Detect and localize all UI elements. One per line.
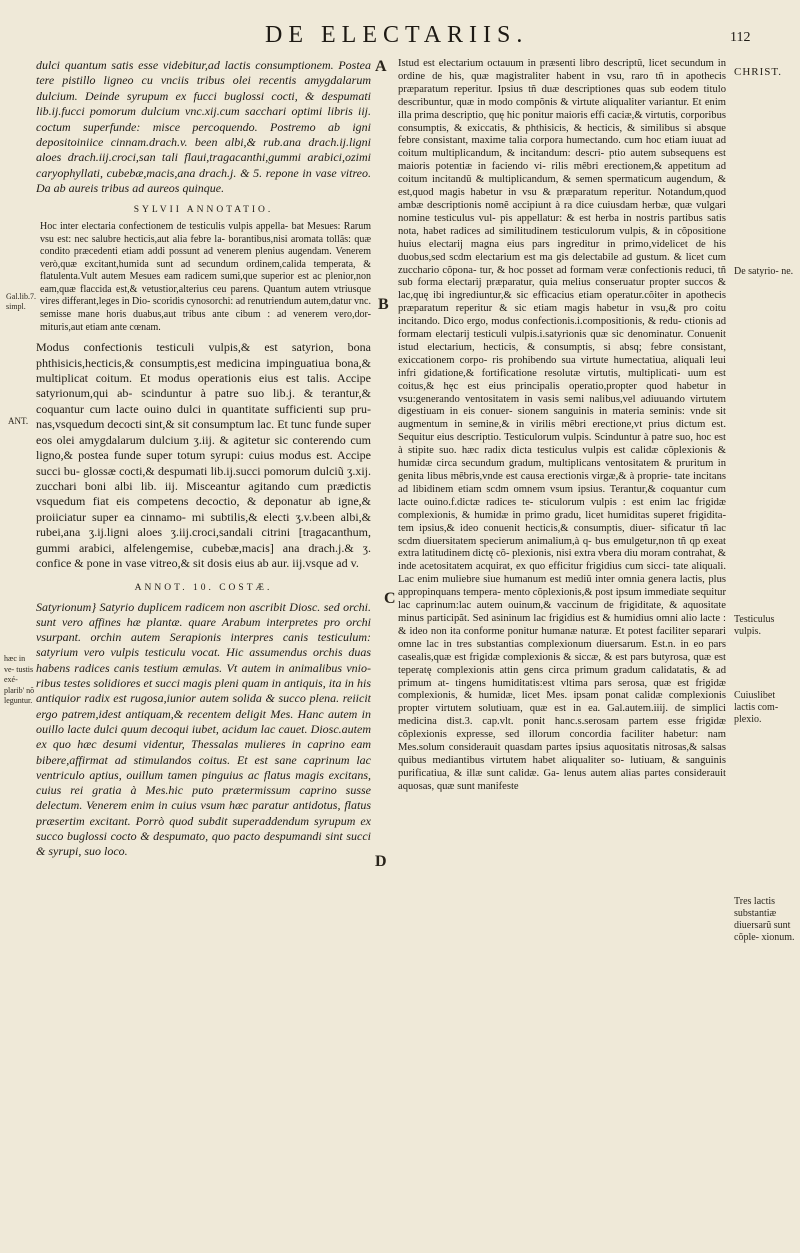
running-head (0, 22, 800, 52)
margin-note-de-satyrio: De satyrio- ne. (734, 266, 794, 277)
left-column (36, 58, 371, 1198)
main-text-right: Istud est electarium octauum in præsenti libro descriptũ, licet secundum in ordine de his, quæ magistraliter habent in vsu, raro tñ in apothecis præparatum reperitur. Ipsius tñ duæ descriptiones quas sub eodem titulo describuntur, quæ in modo compõnis & virtute aliqualiter variantur. Et enim illa prima descriptio, quę hic ponitur maioris effi caciæ,& virtutis, corporibus consumptis, & exiccatis, & phthisicis, & hecticis, & similibus si absque febre consistant, maxime talia corpora humectando. cum hoc etiam iuuat ad coitum multiplicandum, & incitandum: descri- ptio autem subsequens est maioris potentiæ in faciendo vi- rilis mẽbri erectionem,& appetitum ad coitum incitandũ & multiplicandum, & semen spermaticum augendum, & est,quod magis habetur in vsu & præparatum reperitur. Notandum,quod ambæ descriptionis nomẽ accipiunt à ra dice cuiusdam herbæ, quæ vulgari nomine testiculus vul- pis appellatur: & est herba in nostris partibus satis nota, habet radices ad similitudinem testiculorum vulpis, & in cõpositione huius electarij magna eius pars ingreditur in primo,videlicet de his duobus,sed scdm electarium est ma gis delectabile ad gustum. & licet cum zucchario cõpona- tur, & hoc posset ad formam veræ confectionis reduci, tñ sub forma electarij præparatur, quia melius conseruatur propter succos & lac,quę ibi ingrediuntur,& sic efficacius etiam operatur.cõiter in apothecis præparatum reperitur & sic etiam magis habetur in vsu,& pro coitu incitando. Dico ergo, modus confectionis.i.compositionis, & redu- ctionis ad formam electarij testiculi vulpis.i.satyrionis quæ sic denominatur. Conuenit istud electarium, hecticis, & consumptis, si absq; febre consistant, exiccationem corpo- ris prohibendo sua virtute humectatiua, aliquali leui infri gidatione,& fortificatione resolutæ virtutis, multiplicati- uum est coitus,& hęc est eius principalis operatio,propter quod habetur in vsu:generando ventositatem in vasis semi nalibus,vel adiuuando virtutem digestiuam in eis conuer- sionem sanguinis in materia seminis: vnde sit augmentum in semine,& in virilis mẽbri erectione,vt prius dictum est. Sequitur eius descriptio. Testiculorum vulpis. Scinduntur à patre suo, hoc est à stipite suo. hæc radix dicta testiculus vulpis est calidæ cõplexionis & humidæ circa secundum gradum, multiplicans ventositatem & pruritum in genita libus mẽbris,vnde est causa erectionis virgæ,& à proprie- tate incitans ad libidinem etiam scdm omnem vsum ipsius. Terantur,& coquantur cum lacte ouino.f.dictæ radices te- sticulorum vulpis : est enim lac frigidæ complexionis, & humidæ in primo gradu, licet humiditas superet frigidita- tem ipsius,& ideo conuenit hecticis,& consumptis, diuer- sificatur tñ lac scdm diuersitatem specierum animalium,à q- bus emulgetur,non tñ qp exeat extra latitudinem dictę cõ- plexionis, nisi extra vbera diu moram contrahat, & inde acetositatem acquirat, ex quo efficitur frigidius cum sicci- tate aliquali. Lac enim muliebre siue humanum est mediũ inter omnia genera lactis, plus appropinquans tempera- mento cõplexionis,& post ipsum immediate sequitur lac caprinum:lac autem ouinum,& vaccinum de frigiditate, & aquositate minus participãt. Sed asininum lac frigidius est & humidius omni alio lacte : & ideo non ita conforme ponitur humanæ naturæ. Et potest faciliter separari omne lac in tres substantias complexionum diuersarum. Est.n. in eo pars casealis,quæ est frigidæ complexionis & siccæ, & est pars butyrosa, quæ est teperatę complexionis attin gens circa primum gradum calidatatis, & ad primum at- tingens humiditatis:est vltima pars serosa, quæ est frigidæ complexionis, & humidæ, licet Mes. ipsam ponat calidæ complexionis propter virtutem solutiuam, quæ est in ea. Gal.autem.iiij. de simplici medicina dist.3. cap.vlt. ponit hanc.s.serosam partem esse frigidæ cõplexionis expresse, sed illorum concordia faciliter habetur: nam Mes.solum considerauit quasdam partes ipsius aquositatis nitrosas,& salsas quibus mediantibus virtutem habet aliqualiter so- lutiuam, & sanguinis purificatiua, & illæ sunt calidæ. Ga- lenus autem alias partes considerauit aquosas, quæ sunt manifeste (398, 58, 726, 792)
section-letter-d: D (375, 853, 387, 870)
page-number: 112 (730, 30, 751, 45)
opening-italic-paragraph: dulci quantum satis esse videbitur,ad lactis consumptionem. Postea tere pistillo ligneo cu vnciis tribus olei recentis amygdalarum dulcium. Deinde syrupum ex fucci buglossi cocti, & despumati lib.ij.fucci pomorum dulcium vnc.xij.cum sacchari optimi libris iij. coctum superfunde: misce percoquendo. Postremo ab igni depositoiniice cinnam.drach.v. been albi,& rub.ana drach.ij.ligni aloes drach.iij.croci,san tali flaui,tragacanthi,gummi arabici,ozimi caryophyllati, cubebæ,macis,ana drach.j. & 5. repone in vase vitreo. Da ab aureis tribus ad aureos quinque. (36, 58, 371, 196)
main-text-left: Modus confectionis testiculi vulpis,& est satyrion, bona phthisicis,hecticis,& consumptis,est medicina impinguatiua bona,& multiplicat coitum. Et modus operationis eius est talis. Accipe satyrionum,qui ab- scinduntur à patre suo lib.j. & terantur,& coquantur cum lacte ouino dulci in quantitate sufficienti sup pru- nas,vsquedum decocti sint,& sit consumptum lac. Et tunc funde super eos olei amygdalarum dulcium ʒ.iij. & agitetur sic conterendo cum ligno,& postea funde super totum syrupi: cuius modus est. Accipe succi bu- glossæ cocti,& despumati lib.ij.succi pomorum dulciũ ʒ.xij. zucchari boni albi lib. iij. Misceantur agitando cum prædictis vsquedum fiat eis competens decoctio, & deponatur ab igne,& proiiciatur super ea cinnamo- mi subtilis,& electi ʒ.v.been albi,& rubei,ana ʒ.ij.ligni aloes ʒ.iij.croci,sandali citrini [tragacanthum, gummi arabici, alfelengemise, cubebæ,macis] ana drach.j.& ʒ. confice & pone in vase vitreo,& sit dosis eius ab aur. iij.vsque ad v. (36, 340, 371, 570)
margin-note-cuius-libet: Cuiuslibet lactis com- plexio. (734, 690, 779, 725)
costae-note: Satyrionum} Satyrio duplicem radicem non ascribit Diosc. sed orchi. sunt vero affines hæ plantæ. quare Arabum interpretes pro orchi vsurpant. orchin autem Serapionis interpres canis testiculum: satyrium vero vulpis testiculu vocat. Hic assumendus orchis duas habens radices canis testium æmulas. Vt autem in animalibus vnio- ribus testes solidiores et succi magis pleni quam in antiquis, ita in his antiquior radix est rugosa,iunior autem solida & succo plena. reiicit ergo patrem,idest antiquam,& recentem deligit Mes. Hanc autem in ouillo lacte dulci quum decoqui iubet, acidum lac cauet. Diosc.autem ex quo hæc desumi videntur, Thessalas mulieres in caprino eam bibere,affirmat ad stimulandos coitus. Et est sane caprinum lac ventriculo aptius, ouillum tamen pinguius ac flatus magis excitans, cuius rei gratia à Mes.hic puto prætermissum caprino susse delectum. Venerem enim in cuius vsum hæc paratur antidotus, flatus præsertim excitant. Porrò quod subdit superaddendum syrupum ex succo buglossi cocto & despumato, quo pacto despumandi sint succi & syrupi, suo loco. (36, 599, 371, 859)
section-letter-b: B (378, 296, 389, 313)
margin-note-tres-lactis: Tres lactis substantiæ diuersarũ sunt cõple- xionum. (734, 896, 795, 943)
margin-note-christ: CHRIST. (734, 66, 783, 78)
annotation-heading-sylvii: SYLVII ANNOTATIO. (133, 204, 274, 215)
margin-note-ant: ANT. (8, 416, 29, 426)
section-letter-a: A (375, 58, 387, 75)
running-title: DE ELECTARIIS. (265, 22, 529, 48)
right-column (398, 58, 726, 1198)
sylvius-note: Hoc inter electaria confectionem de testiculis vulpis appella- bat Mesues: Rarum vsu est: nec salubre hecticis,aut alia febre la- borantibus,nisi aromata tollãs: quæ condito præcedenti etiam addi possunt ad venerem plenius augendam. Venerem verò,quæ excitant,humida sunt ad secundum ordinem,calida temperata, & flatulenta.Vult autem Mesues eam radicem sumi,que superior est ac plenior,non eam,quæ flaccida est,& vetustior,alterius ceu parens. Quantum autem vtriusque vires differant,leges in Dio- scoridis cynosorchi: ad renutriendum autem,datur vnc. semisse mane horis duabus,aut tribus ante cibum : ad venerem vero,dor- mituris,aut etiam ante cœnam. (40, 220, 371, 333)
margin-note-hac-in: hæc in ve- tustis exé- plarib' nõ leguntur. (4, 654, 35, 705)
margin-note-gal-lib: Gal.lib.7. simpl. (6, 292, 36, 311)
section-letter-c: C (384, 590, 396, 607)
margin-note-testiculus: Testiculus vulpis. (734, 614, 775, 637)
annotation-heading-costae: ANNOT. 10. COSTÆ. (134, 583, 273, 594)
